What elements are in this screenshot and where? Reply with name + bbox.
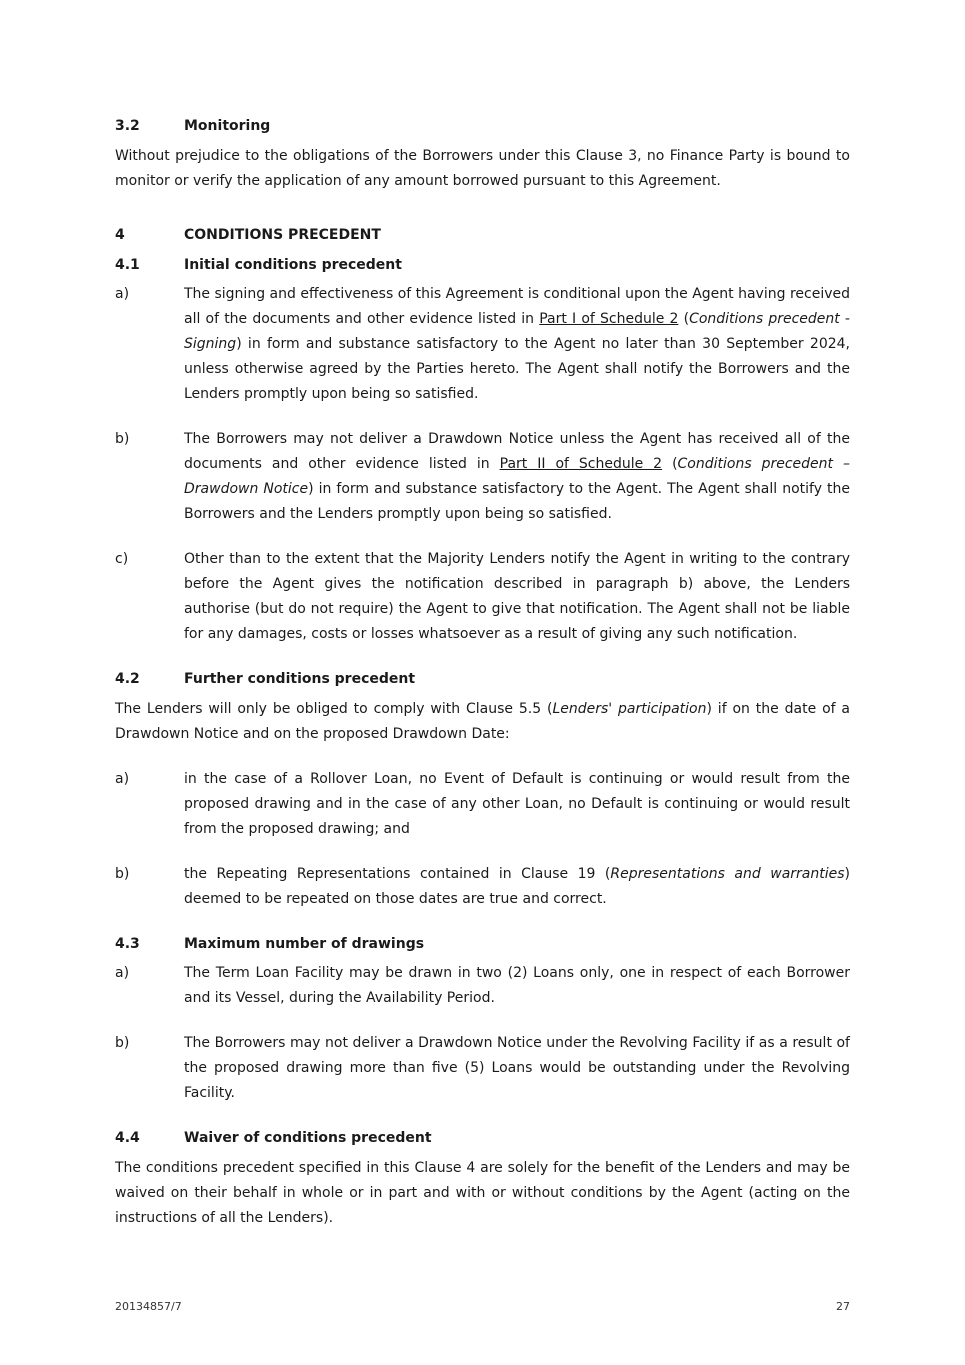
clause-4-4-heading bbox=[115, 1126, 850, 1150]
clause-3-2-body: Without prejudice to the obligations of the Borrowers under this Clause 3, no Finance Party is bound to monitor or verify the application of any amount borrowed pursuant to this Agreement. bbox=[115, 148, 850, 189]
paragraph-text bbox=[184, 862, 850, 912]
clause-number: 4.3 bbox=[115, 936, 140, 952]
clause-title: CONDITIONS PRECEDENT bbox=[184, 227, 381, 243]
clause-4-2-intro bbox=[115, 697, 850, 747]
text-run: the Repeating Representations contained in Clause 19 ( bbox=[184, 866, 611, 882]
clause-4-heading bbox=[115, 223, 850, 247]
italic-reference: Representations and warranties bbox=[610, 866, 845, 882]
document-reference: 20134857/7 bbox=[115, 1300, 182, 1313]
page-footer bbox=[115, 1300, 850, 1314]
paragraph-label: a) bbox=[115, 286, 130, 302]
clause-title: Initial conditions precedent bbox=[184, 257, 402, 273]
paragraph-text bbox=[184, 282, 850, 407]
clause-3-2-heading bbox=[115, 114, 850, 138]
paragraph-label: b) bbox=[115, 1035, 130, 1051]
clause-number: 4 bbox=[115, 227, 125, 243]
text-run: ) in form and substance satisfactory to the Agent. The Agent shall notify the Borrowers and the Lenders promptly upon being so satisfied. bbox=[184, 481, 851, 522]
italic-reference: Lenders' participation bbox=[552, 701, 707, 717]
schedule-link[interactable]: Part II of Schedule 2 bbox=[499, 456, 663, 472]
text-run: The Lenders will only be obliged to comply with Clause 5.5 ( bbox=[115, 701, 553, 717]
clause-title: Maximum number of drawings bbox=[184, 936, 425, 952]
paragraph-label: a) bbox=[115, 771, 130, 787]
text-run: ( bbox=[678, 311, 690, 327]
italic-reference: Conditions precedent – Drawdown Notice bbox=[184, 456, 850, 497]
clause-number: 3.2 bbox=[115, 118, 140, 134]
clause-4-2-heading bbox=[115, 667, 850, 691]
clause-number: 4.2 bbox=[115, 671, 140, 687]
clause-title: Waiver of conditions precedent bbox=[184, 1130, 432, 1146]
clause-title: Monitoring bbox=[184, 118, 271, 134]
text-run: The Borrowers may not deliver a Drawdown Notice unless the Agent has received all of the documents and other evidence listed in bbox=[184, 431, 850, 472]
text-run: ) deemed to be repeated on those dates are true and correct. bbox=[184, 866, 850, 907]
page-number: 27 bbox=[836, 1300, 850, 1313]
paragraph-4-3-b bbox=[115, 1031, 850, 1106]
paragraph-4-1-b bbox=[115, 427, 850, 527]
paragraph-text: in the case of a Rollover Loan, no Event of Default is continuing or would result from the proposed drawing and in the case of any other Loan, no Default is continuing or would result from the proposed drawing; and bbox=[184, 771, 850, 837]
paragraph-label: b) bbox=[115, 866, 130, 882]
text-run: The signing and effectiveness of this Agreement is conditional upon the Agent having received all of the documents and other evidence listed in bbox=[184, 286, 850, 327]
clause-title: Further conditions precedent bbox=[184, 671, 416, 687]
paragraph-text: Other than to the extent that the Majority Lenders notify the Agent in writing to the contrary before the Agent gives the notification described in paragraph b) above, the Lenders authorise (but do not require) the Agent to give that notification. The Agent shall not be liable for any damages, costs or losses whatsoever as a result of giving any such notification. bbox=[184, 551, 850, 642]
paragraph-label: c) bbox=[115, 551, 129, 567]
clause-number: 4.4 bbox=[115, 1130, 140, 1146]
clause-number: 4.1 bbox=[115, 257, 140, 273]
text-run: ) in form and substance satisfactory to the Agent no later than 30 September 2024, unless otherwise agreed by the Parties hereto. The Agent shall notify the Borrowers and the Lenders promptly upon being so satisfied. bbox=[184, 336, 850, 402]
paragraph-4-3-a bbox=[115, 961, 850, 1011]
paragraph-text: The Term Loan Facility may be drawn in two (2) Loans only, one in respect of each Borrower and its Vessel, during the Availability Period. bbox=[184, 965, 850, 1006]
paragraph-4-2-b bbox=[115, 862, 850, 912]
paragraph-label: a) bbox=[115, 965, 130, 981]
clause-4-1-heading bbox=[115, 253, 850, 277]
clause-4-3-heading bbox=[115, 932, 850, 956]
document-page bbox=[115, 114, 850, 1231]
paragraph-4-1-c bbox=[115, 547, 850, 647]
paragraph-4-1-a bbox=[115, 282, 850, 407]
text-run: ) if on the date of a Drawdown Notice and on the proposed Drawdown Date: bbox=[115, 701, 851, 742]
paragraph-text bbox=[184, 427, 850, 527]
schedule-link[interactable]: Part I of Schedule 2 bbox=[539, 311, 679, 327]
paragraph-text: The Borrowers may not deliver a Drawdown Notice under the Revolving Facility if as a result of the proposed drawing more than five (5) Loans would be outstanding under the Revolving Facility. bbox=[184, 1035, 850, 1101]
italic-reference: Conditions precedent - Signing bbox=[184, 311, 850, 352]
paragraph-4-2-a bbox=[115, 767, 850, 842]
text-run: ( bbox=[662, 456, 678, 472]
clause-4-4-body: The conditions precedent specified in this Clause 4 are solely for the benefit of the Lenders and may be waived on their behalf in whole or in part and with or without conditions by the Agent (acting on the instructions of all the Lenders). bbox=[115, 1160, 850, 1226]
paragraph-label: b) bbox=[115, 431, 130, 447]
